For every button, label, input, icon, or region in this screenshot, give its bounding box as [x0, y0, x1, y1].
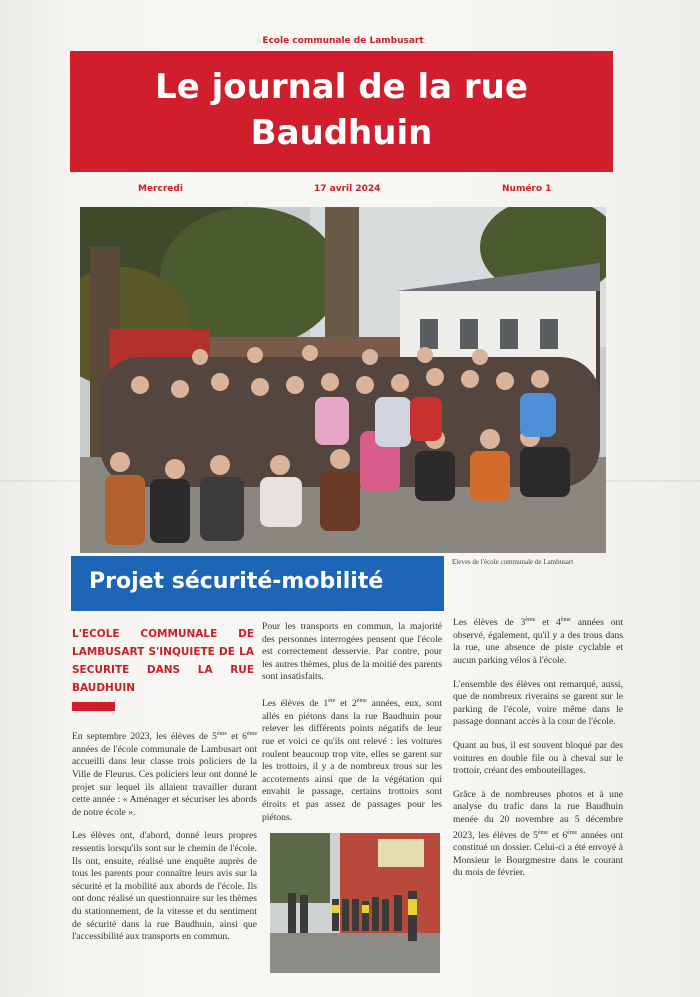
street-photo: [270, 833, 440, 973]
paragraph: Pour les transports en commun, la majorité des personnes interrogées pensent que l'école est correctement desservie. Par contre, pour les autres thèmes, plus de la moitié des parents sont insatisfaits.: [262, 621, 442, 683]
headline-accent-bar: [72, 702, 115, 711]
paragraph: Grâce à de nombreuses photos et à une analyse du trafic dans la rue Baudhuin menée du 20 novembre au 5 décembre 2023, les élèves de 5ème et 6ème années ont constitué un dossier. Celui-ci a été envoyé à Monsieur le Bourgmestre dans le courant du mois de février.: [453, 788, 623, 879]
paragraph: Les élèves de 3ème et 4ème années ont observé, également, qu'il y a des trous dans la rue, une absence de piste cyclable et aucun parking vélos à l'école.: [453, 617, 623, 666]
paragraph: Les élèves de 1ère et 2ème années, eux, sont allés en piétons dans la rue Baudhuin pour relever les différents points négatifs de leur rue et voici ce qu'ils ont relevé : les voitures roulent beaucoup trop vite, elles se garent sur les trottoirs, il y a de nombreux trous sur les accotements ainsi que de la végétation qui envahit le passage, certains trottoirs sont étroits et pas assez de passages pour les piétons.: [262, 697, 442, 823]
section-title: Projet sécurité-mobilité: [71, 556, 444, 611]
article-column-3: [453, 614, 623, 891]
article-headline: L'ECOLE COMMUNALE DE LAMBUSART S'INQUIETE DE LA SECURITE DANS LA RUE BAUDHUIN: [72, 628, 254, 694]
class-photo: [80, 207, 606, 553]
issue-date: 17 avril 2024: [314, 184, 381, 194]
school-name: Ecole communale de Lambusart: [262, 36, 424, 46]
issue-number: Numéro 1: [502, 184, 552, 194]
paragraph: L'ensemble des élèves ont remarqué, aussi, que de nombreux riverains se garent sur le parking de l'école, voire même dans le passage donnant accès à la cour de l'école.: [453, 678, 623, 728]
title-line-1: Le journal de la rue: [155, 67, 528, 107]
paragraph: Quant au bus, il est souvent bloqué par des voitures en double file ou à cheval sur le trottoir, créant des embouteillages.: [453, 739, 623, 777]
masthead-title: [70, 51, 613, 172]
paragraph: En septembre 2023, les élèves de 5ème et 6ème années de l'école communale de Lambusart ont accueilli dans leur classe trois policiers de la Ville de Fleurus. Ces policiers leur ont donné le projet sur lequel ils allaient travailler durant cette année : « Aménager et sécuriser les abords de notre école ».: [72, 731, 257, 818]
paragraph: Les élèves ont, d'abord, donné leurs propres ressentis lorsqu'ils sont sur le chemin de l'école. Ils ont, ensuite, réalisé une enquête auprès de tous les parents pour connaître leurs avis sur la sécurité et la mobilité aux abords de l'école. Ils ont donc réalisé un questionnaire sur les thèmes du stationnement, de la vitesse et du sentiment de sécurité dans la rue Baudhuin, ainsi que l'accessibilité aux transports en commun.: [72, 830, 257, 943]
article-column-1: [72, 728, 257, 955]
photo-caption: Eleves de l'école communale de Lambusart: [452, 558, 574, 566]
issue-day: Mercredi: [138, 184, 183, 194]
title-line-2: Baudhuin: [250, 113, 433, 153]
article-column-2: [262, 621, 442, 835]
